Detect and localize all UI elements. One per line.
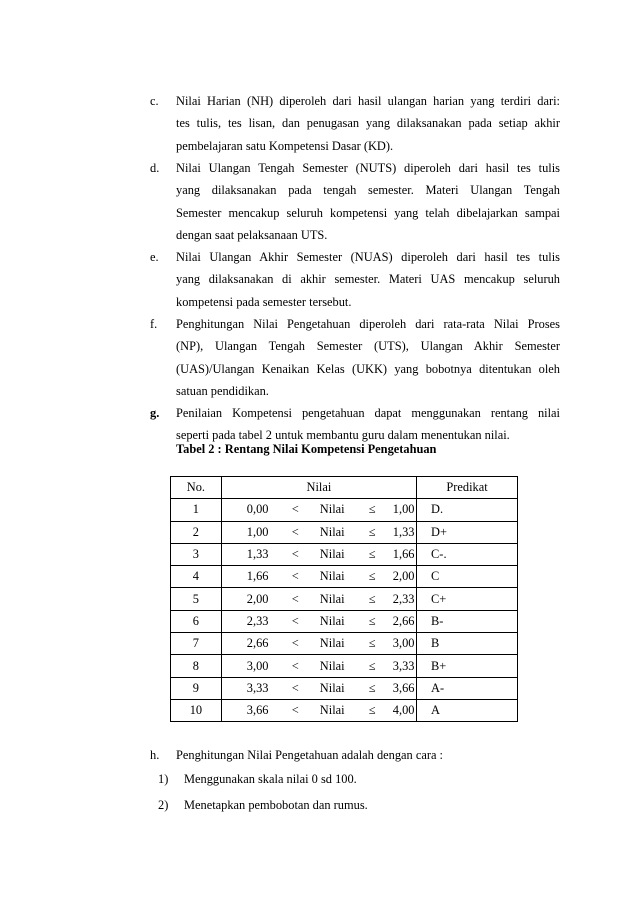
cell-nilai-range	[221, 566, 416, 588]
text-line: dengan saat pelaksanaan UTS.	[176, 228, 328, 243]
range-high: 1,66	[392, 547, 415, 562]
text-line: Penghitungan Nilai Pengetahuan adalah dengan cara :	[176, 748, 443, 762]
table-caption: Tabel 2 : Rentang Nilai Kompetensi Pengetahuan	[176, 442, 437, 456]
range-low: 3,66	[246, 703, 269, 718]
less-than-symbol: <	[291, 613, 299, 628]
table-row	[171, 655, 518, 677]
cell-predikat: C+	[417, 588, 518, 610]
list-item-body	[176, 90, 560, 157]
range-high: 2,33	[392, 591, 415, 606]
range-low: 3,00	[246, 658, 269, 673]
range-low: 1,00	[246, 524, 269, 539]
list-label: e.	[150, 250, 159, 264]
cell-nilai-range	[221, 633, 416, 655]
cell-no: 10	[171, 699, 222, 721]
cell-no: 1	[171, 499, 222, 521]
range-high: 1,33	[392, 524, 415, 539]
cell-nilai-range	[221, 588, 416, 610]
step-number: 2)	[158, 798, 169, 812]
less-equal-symbol: ≤	[368, 613, 376, 628]
range-variable: Nilai	[319, 524, 345, 539]
table-row	[171, 588, 518, 610]
text-line: satuan pendidikan.	[176, 384, 269, 399]
less-equal-symbol: ≤	[368, 569, 376, 584]
less-than-symbol: <	[291, 569, 299, 584]
range-variable: Nilai	[319, 547, 345, 562]
range-low: 0,00	[246, 502, 269, 517]
cell-predikat: B	[417, 633, 518, 655]
range-high: 3,66	[392, 680, 415, 695]
table-row	[171, 566, 518, 588]
cell-no: 7	[171, 633, 222, 655]
list-item-h	[150, 744, 560, 766]
less-than-symbol: <	[291, 636, 299, 651]
range-low: 2,66	[246, 636, 269, 651]
table-row	[171, 699, 518, 721]
list-item-body	[176, 402, 560, 447]
list-label: c.	[150, 94, 159, 108]
list-item-body	[176, 246, 560, 313]
step-number: 1)	[158, 772, 169, 786]
table-row	[171, 499, 518, 521]
cell-predikat: A-	[417, 677, 518, 699]
cell-nilai-range	[221, 677, 416, 699]
less-than-symbol: <	[291, 658, 299, 673]
header-nilai: Nilai	[221, 477, 416, 499]
cell-no: 3	[171, 543, 222, 565]
list-label: f.	[150, 317, 158, 331]
grade-range-table	[170, 476, 518, 722]
range-low: 1,33	[246, 547, 269, 562]
text-line: Nilai Harian (NH) diperoleh dari hasil ulangan harian yang terdiri dari:	[176, 94, 560, 108]
list-item-body	[176, 313, 560, 403]
range-variable: Nilai	[319, 569, 345, 584]
range-high: 4,00	[392, 703, 415, 718]
table-header-row	[171, 477, 518, 499]
range-variable: Nilai	[319, 591, 345, 606]
text-line: pembelajaran satu Kompetensi Dasar (KD).	[176, 138, 394, 153]
cell-predikat: B-	[417, 610, 518, 632]
text-line: (NP), Ulangan Tengah Semester (UTS), Ulangan Akhir Semester	[176, 339, 560, 354]
table-row	[171, 677, 518, 699]
cell-nilai-range	[221, 543, 416, 565]
less-equal-symbol: ≤	[368, 591, 376, 606]
less-than-symbol: <	[291, 502, 299, 517]
range-variable: Nilai	[319, 502, 345, 517]
less-equal-symbol: ≤	[368, 703, 376, 718]
less-than-symbol: <	[291, 680, 299, 695]
cell-nilai-range	[221, 499, 416, 521]
range-high: 3,00	[392, 636, 415, 651]
text-line: seperti pada tabel 2 untuk membantu guru dalam menentukan nilai.	[176, 428, 510, 443]
range-variable: Nilai	[319, 703, 345, 718]
cell-nilai-range	[221, 610, 416, 632]
range-low: 2,33	[246, 613, 269, 628]
cell-no: 2	[171, 521, 222, 543]
cell-predikat: C-.	[417, 543, 518, 565]
less-equal-symbol: ≤	[368, 524, 376, 539]
table-row	[171, 610, 518, 632]
less-equal-symbol: ≤	[368, 658, 376, 673]
step-item	[158, 798, 368, 813]
header-predikat: Predikat	[417, 477, 518, 499]
less-than-symbol: <	[291, 703, 299, 718]
step-item	[158, 772, 357, 787]
cell-no: 5	[171, 588, 222, 610]
range-low: 3,33	[246, 680, 269, 695]
list-item-d	[150, 157, 560, 247]
list-label: h.	[150, 748, 160, 762]
cell-predikat: A	[417, 699, 518, 721]
cell-predikat: C	[417, 566, 518, 588]
less-than-symbol: <	[291, 524, 299, 539]
table-row	[171, 633, 518, 655]
text-line: tes tulis, tes lisan, dan penugasan yang dilaksanakan pada setiap akhir	[176, 116, 560, 131]
step-text: Menggunakan skala nilai 0 sd 100.	[184, 772, 357, 786]
text-line: Penghitungan Nilai Pengetahuan diperoleh dari rata-rata Nilai Proses	[176, 317, 560, 331]
range-high: 2,66	[392, 613, 415, 628]
less-equal-symbol: ≤	[368, 502, 376, 517]
less-than-symbol: <	[291, 591, 299, 606]
range-high: 2,00	[392, 569, 415, 584]
header-no: No.	[171, 477, 222, 499]
list-item-g	[150, 402, 560, 447]
range-variable: Nilai	[319, 613, 345, 628]
range-variable: Nilai	[319, 658, 345, 673]
cell-predikat: B+	[417, 655, 518, 677]
range-low: 2,00	[246, 591, 269, 606]
list-label: d.	[150, 161, 160, 175]
less-equal-symbol: ≤	[368, 680, 376, 695]
range-variable: Nilai	[319, 636, 345, 651]
cell-no: 8	[171, 655, 222, 677]
step-text: Menetapkan pembobotan dan rumus.	[184, 798, 368, 812]
text-line: yang dilaksanakan pada tengah semester. Materi Ulangan Tengah	[176, 183, 560, 198]
text-line: Penilaian Kompetensi pengetahuan dapat menggunakan rentang nilai	[176, 406, 560, 420]
range-high: 1,00	[392, 502, 415, 517]
range-variable: Nilai	[319, 680, 345, 695]
text-line: yang dilaksanakan di akhir semester. Materi UAS mencakup seluruh	[176, 272, 560, 287]
text-line: Nilai Ulangan Akhir Semester (NUAS) diperoleh dari hasil tes tulis	[176, 250, 560, 264]
cell-predikat: D.	[417, 499, 518, 521]
text-line: Nilai Ulangan Tengah Semester (NUTS) diperoleh dari hasil tes tulis	[176, 161, 560, 175]
less-than-symbol: <	[291, 547, 299, 562]
list-item-body	[176, 744, 560, 766]
list-item-f	[150, 313, 560, 403]
list-item-c	[150, 90, 560, 157]
list-item-e	[150, 246, 560, 313]
range-high: 3,33	[392, 658, 415, 673]
less-equal-symbol: ≤	[368, 636, 376, 651]
text-line: kompetensi pada semester tersebut.	[176, 294, 352, 309]
less-equal-symbol: ≤	[368, 547, 376, 562]
cell-nilai-range	[221, 699, 416, 721]
range-low: 1,66	[246, 569, 269, 584]
list-label: g.	[150, 406, 160, 420]
table-row	[171, 543, 518, 565]
text-line: Semester mencakup seluruh kompetensi yang telah dibelajarkan sampai	[176, 205, 560, 220]
list-item-body	[176, 157, 560, 247]
cell-no: 6	[171, 610, 222, 632]
cell-no: 9	[171, 677, 222, 699]
table-row	[171, 521, 518, 543]
cell-nilai-range	[221, 655, 416, 677]
cell-predikat: D+	[417, 521, 518, 543]
cell-no: 4	[171, 566, 222, 588]
text-line: (UAS)/Ulangan Kenaikan Kelas (UKK) yang bobotnya ditentukan oleh	[176, 361, 560, 376]
cell-nilai-range	[221, 521, 416, 543]
